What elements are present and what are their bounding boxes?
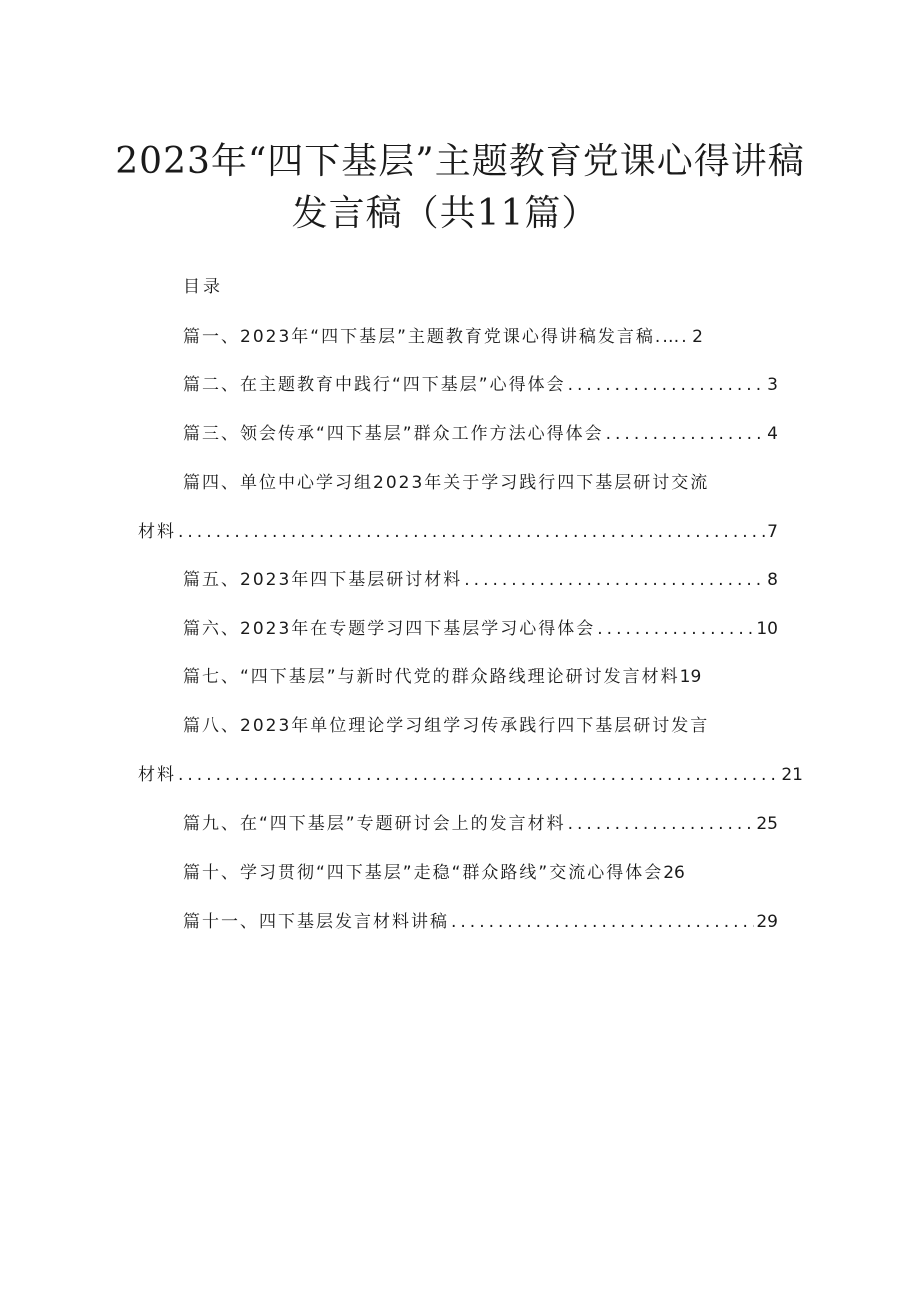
toc-item-text: 材料: [138, 765, 176, 785]
toc-item-text: 篇九、在“四下基层”专题研讨会上的发言材料: [183, 814, 566, 834]
toc-item[interactable]: [183, 370, 778, 396]
toc-item-text: 篇七、“四下基层”与新时代党的群众路线理论研讨发言材料: [183, 667, 680, 687]
toc-item[interactable]: [183, 419, 778, 445]
toc-item-text: 篇十一、四下基层发言材料讲稿: [183, 912, 449, 932]
toc-item[interactable]: [183, 322, 703, 348]
toc-leader-dots: [178, 522, 765, 542]
toc-item[interactable]: [183, 468, 710, 494]
toc-item[interactable]: [183, 858, 743, 884]
toc-leader-dots: [451, 912, 754, 932]
title-line-2: 发言稿（共11篇）: [291, 193, 599, 234]
toc-item-continuation[interactable]: [138, 760, 803, 786]
toc-item-text: 篇十、学习贯彻“四下基层”走稳“群众路线”交流心得体会: [183, 863, 664, 883]
toc-item-page: . 2: [681, 327, 703, 347]
toc-item-text: 篇八、2023年单位理论学习组学习传承践行四下基层研讨发言: [183, 716, 710, 736]
toc-item[interactable]: [183, 662, 743, 688]
toc-item-page: 4: [767, 424, 778, 444]
toc-leader-dots: [606, 424, 766, 444]
toc-leader-dots: [568, 375, 766, 395]
toc-item-continuation[interactable]: [138, 517, 778, 543]
toc-leader-dots: [568, 814, 755, 834]
toc-label: 目录: [183, 277, 223, 297]
toc-leader-dots: [178, 765, 779, 785]
toc-leader-dots: [597, 619, 754, 639]
toc-item[interactable]: [183, 907, 778, 933]
toc-item-page: 10: [756, 619, 778, 639]
toc-item-page: 3: [767, 375, 778, 395]
toc-leader-dots: [464, 570, 765, 590]
toc-item-page: 7: [767, 522, 778, 542]
toc-item-page: 19: [679, 667, 702, 687]
toc-item[interactable]: [183, 614, 778, 640]
toc-item-text: 篇二、在主题教育中践行“四下基层”心得体会: [183, 375, 566, 395]
toc-item[interactable]: [183, 809, 778, 835]
document-title: [0, 136, 920, 240]
toc-item-page: 26: [663, 863, 685, 883]
toc-item-text: 篇四、单位中心学习组2023年关于学习践行四下基层研讨交流: [183, 473, 710, 493]
title-line-1: 2023年“四下基层”主题教育党课心得讲稿: [115, 141, 805, 182]
toc-item-text: 篇三、领会传承“四下基层”群众工作方法心得体会: [183, 424, 604, 444]
toc-item-text: 篇六、2023年在专题学习四下基层学习心得体会: [183, 619, 596, 639]
toc-item[interactable]: [183, 711, 710, 737]
toc-item-page: 29: [756, 912, 778, 932]
toc-item-page: 25: [756, 814, 778, 834]
toc-item[interactable]: [183, 565, 778, 591]
toc-item-text: 篇一、2023年“四下基层”主题教育党课心得讲稿发言稿.…: [183, 327, 682, 347]
toc-item-text: 篇五、2023年四下基层研讨材料: [183, 570, 463, 590]
toc-item-page: 8: [767, 570, 778, 590]
toc-item-page: 21: [781, 765, 803, 785]
toc-item-text: 材料: [138, 522, 176, 542]
